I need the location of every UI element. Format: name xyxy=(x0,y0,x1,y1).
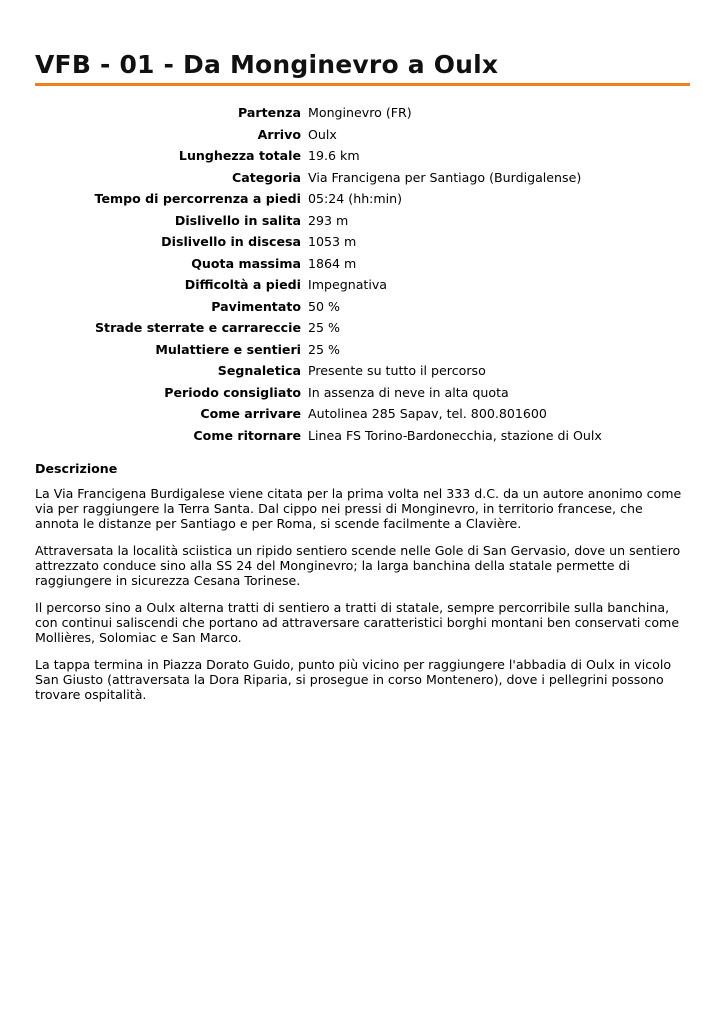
info-row xyxy=(35,124,602,146)
info-value: Impegnativa xyxy=(308,277,388,293)
info-label: Lunghezza totale xyxy=(178,148,301,164)
info-value: Autolinea 285 Sapav, tel. 800.801600 xyxy=(308,406,547,422)
info-value: Via Francigena per Santiago (Burdigalense) xyxy=(308,169,582,185)
info-value: 1864 m xyxy=(308,255,357,271)
description-paragraph: La Via Francigena Burdigalese viene citata per la prima volta nel 333 d.C. da un autore anonimo come via per raggiungere la Terra Santa. Dal cippo nei pressi di Monginevro, in territorio francese, che annota le distanze per Santiago e per Roma, si scende facilmente a Clavière. xyxy=(35,486,682,531)
route-info-table xyxy=(35,102,602,446)
info-row xyxy=(35,167,602,189)
info-row xyxy=(35,145,602,167)
description-paragraph: La tappa termina in Piazza Dorato Guido, punto più vicino per raggiungere l'abbadia di Oulx in vicolo San Giusto (attraversata la Dora Riparia, si prosegue in corso Montenero), dove i pellegrini possono trovare ospitalità. xyxy=(35,657,672,702)
info-value: 25 % xyxy=(308,320,340,336)
description-body xyxy=(35,486,690,702)
info-label: Difficoltà a piedi xyxy=(184,277,301,293)
info-value: Monginevro (FR) xyxy=(308,105,412,121)
info-row xyxy=(35,102,602,124)
info-row xyxy=(35,188,602,210)
info-value: 1053 m xyxy=(308,234,357,250)
info-label: Dislivello in salita xyxy=(174,212,301,228)
info-row xyxy=(35,274,602,296)
info-value: Linea FS Torino-Bardonecchia, stazione di Oulx xyxy=(308,427,602,443)
info-label: Arrivo xyxy=(257,126,301,142)
info-value: 50 % xyxy=(308,298,340,314)
info-value: 19.6 km xyxy=(308,148,360,164)
info-label: Quota massima xyxy=(191,255,301,271)
info-label: Come ritornare xyxy=(193,427,301,443)
info-label: Pavimentato xyxy=(211,298,301,314)
title-underline-rule xyxy=(35,83,690,86)
info-value: 05:24 (hh:min) xyxy=(308,191,403,207)
info-label: Periodo consigliato xyxy=(164,384,301,400)
info-value: Presente su tutto il percorso xyxy=(308,363,486,379)
info-row xyxy=(35,296,602,318)
info-label: Come arrivare xyxy=(200,406,301,422)
info-label: Dislivello in discesa xyxy=(161,234,301,250)
page-title: VFB - 01 - Da Monginevro a Oulx xyxy=(35,50,499,79)
info-value: 293 m xyxy=(308,212,349,228)
description-heading: Descrizione xyxy=(35,461,118,476)
description-paragraph: Il percorso sino a Oulx alterna tratti di sentiero a tratti di statale, sempre percorribile sulla banchina, con continui saliscendi che portano ad attraversare caratteristici borghi montani ben conservati come Mollières, Solomiac e San Marco. xyxy=(35,600,680,645)
info-row xyxy=(35,403,602,425)
info-label: Mulattiere e sentieri xyxy=(155,341,301,357)
document-page xyxy=(35,0,690,702)
route-info-rows xyxy=(35,102,602,446)
info-value: 25 % xyxy=(308,341,340,357)
info-label: Segnaletica xyxy=(217,363,301,379)
info-row xyxy=(35,360,602,382)
info-row xyxy=(35,253,602,275)
info-row xyxy=(35,317,602,339)
info-row xyxy=(35,231,602,253)
info-row xyxy=(35,425,602,447)
info-label: Partenza xyxy=(238,105,301,121)
info-label: Strade sterrate e carrareccie xyxy=(94,320,301,336)
info-value: Oulx xyxy=(308,126,337,142)
description-paragraph: Attraversata la località sciistica un ripido sentiero scende nelle Gole di San Gervasio, dove un sentiero attrezzato conduce sino alla SS 24 del Monginevro; la larga banchina della statale permette di raggiungere in sicurezza Cesana Torinese. xyxy=(35,543,681,588)
info-row xyxy=(35,339,602,361)
info-label: Categoria xyxy=(232,169,301,185)
info-row xyxy=(35,382,602,404)
info-row xyxy=(35,210,602,232)
info-value: In assenza di neve in alta quota xyxy=(308,384,509,400)
info-label: Tempo di percorrenza a piedi xyxy=(94,191,301,207)
